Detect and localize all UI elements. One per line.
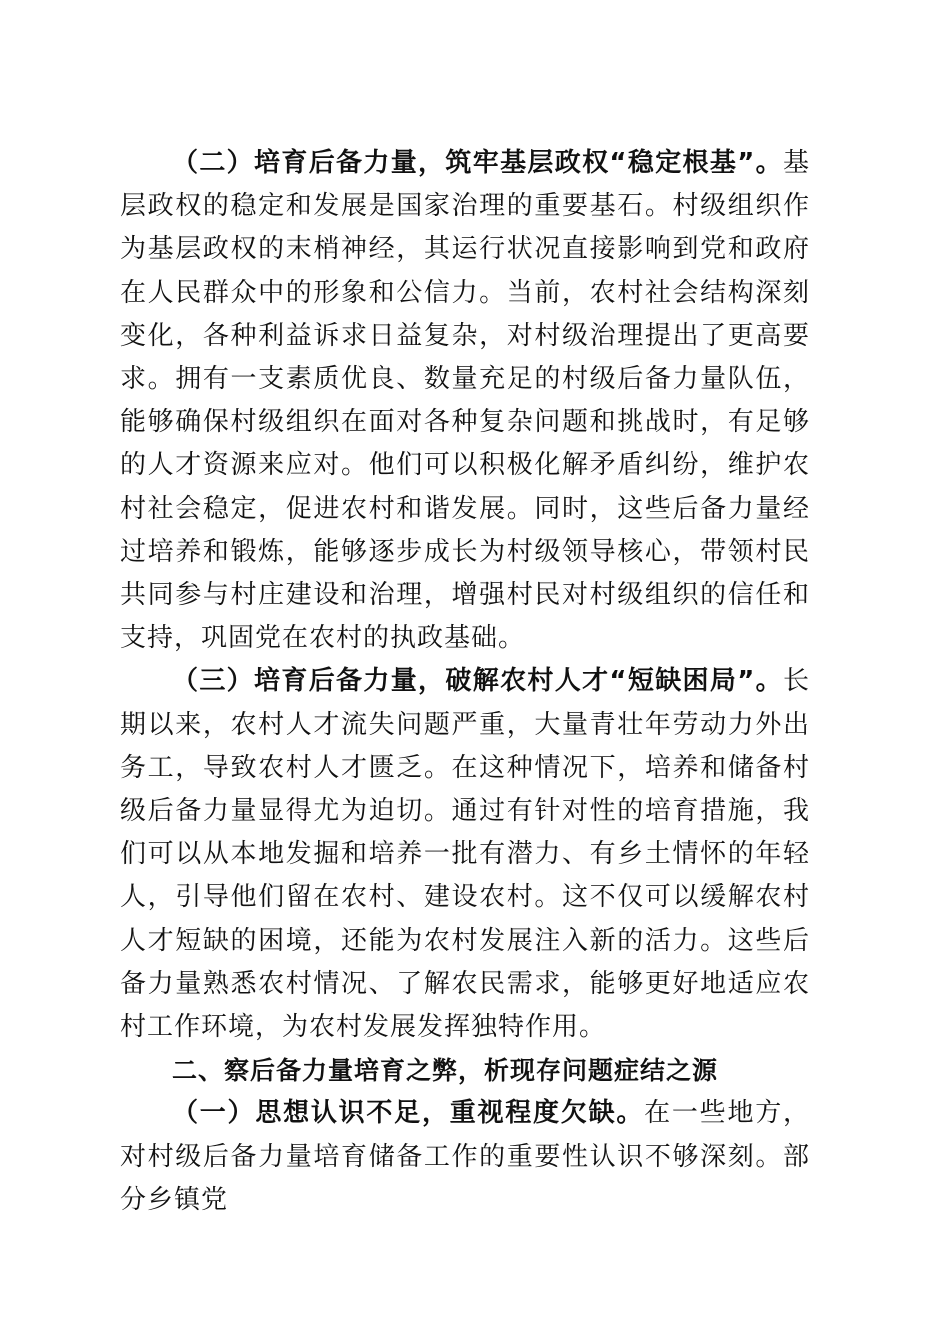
paragraph-lead: （一）思想认识不足，重视程度欠缺。 [172, 1098, 645, 1129]
paragraph-lead: （二）培育后备力量，筑牢基层政权“稳定根基”。 [172, 148, 783, 178]
paragraph-talent [120, 660, 810, 1049]
paragraph-stability [120, 142, 810, 660]
document-body [120, 142, 810, 1222]
section-heading: 二、察后备力量培育之弊，析现存问题症结之源 [172, 1056, 719, 1086]
paragraph-awareness [120, 1092, 810, 1222]
paragraph-lead: （三）培育后备力量，破解农村人才“短缺困局”。 [172, 666, 783, 697]
paragraph-text: 长期以来，农村人才流失问题严重，大量青壮年劳动力外出务工，导致农村人才匮乏。在这种情况下，培养和储备村级后备力量显得尤为迫切。通过有针对性的培育措施，我们可以从本地发掘和培养一批有潜力、有乡土情怀的年轻人，引导他们留在农村、建设农村。这不仅可以缓解农村人才短缺的困境，还能为农村发展注入新的活力。这些后备力量熟悉农村情况、了解农民需求，能够更好地适应农村工作环境，为农村发展发挥独特作用。 [120, 666, 810, 1043]
paragraph-text: 在一些地方，对村级后备力量培育储备工作的重要性认识不够深刻。部分乡镇党 [120, 1098, 810, 1215]
paragraph-text: 基层政权的稳定和发展是国家治理的重要基石。村级组织作为基层政权的末梢神经，其运行状况直接影响到党和政府在人民群众中的形象和公信力。当前，农村社会结构深刻变化，各种利益诉求日益复杂，对村级治理提出了更高要求。拥有一支素质优良、数量充足的村级后备力量队伍，能够确保村级组织在面对各种复杂问题和挑战时，有足够的人才资源来应对。他们可以积极化解矛盾纠纷，维护农村社会稳定，促进农村和谐发展。同时，这些后备力量经过培养和锻炼，能够逐步成长为村级领导核心，带领村民共同参与村庄建设和治理，增强村民对村级组织的信任和支持，巩固党在农村的执政基础。 [120, 148, 810, 654]
